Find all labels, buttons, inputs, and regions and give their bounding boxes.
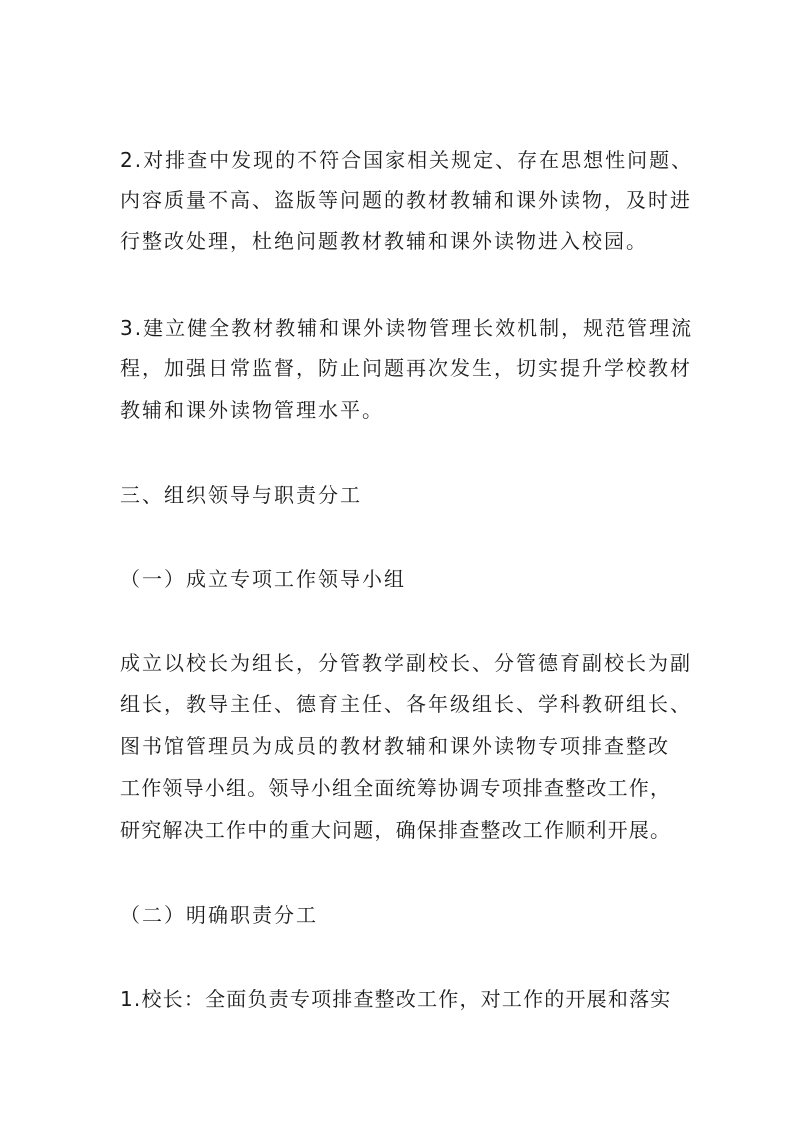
principal-duty-line-1: 1.校长：全面负责专项排查整改工作，对工作的开展和落实 (120, 987, 672, 1011)
leadership-group-line-1: 成立以校长为组长，分管教学副校长、分管德育副校长为副 (120, 651, 692, 675)
paragraph-2-line-1: 2.对排查中发现的不符合国家相关规定、存在思想性问题、 (120, 148, 694, 172)
paragraph-2-line-2: 内容质量不高、盗版等问题的教材教辅和课外读物，及时进 (120, 188, 692, 212)
paragraph-3-line-2: 程，加强日常监督，防止问题再次发生，切实提升学校教材 (120, 356, 692, 380)
leadership-group-line-5: 研究解决工作中的重大问题，确保排查整改工作顺利开展。 (120, 818, 672, 842)
leadership-group-line-3: 图书馆管理员为成员的教材教辅和课外读物专项排查整改 (120, 734, 670, 758)
section-3-heading: 三、组织领导与职责分工 (120, 483, 362, 507)
subsection-2-heading: （二）明确职责分工 (120, 903, 318, 927)
leadership-group-line-4: 工作领导小组。领导小组全面统筹协调专项排查整改工作， (120, 776, 672, 800)
paragraph-2-line-3: 行整改处理，杜绝问题教材教辅和课外读物进入校园。 (120, 229, 648, 253)
paragraph-3-line-3: 教辅和课外读物管理水平。 (120, 398, 384, 422)
subsection-1-heading: （一）成立专项工作领导小组 (120, 567, 406, 591)
paragraph-3-line-1: 3.建立健全教材教辅和课外读物管理长效机制，规范管理流 (120, 316, 694, 340)
leadership-group-line-2: 组长，教导主任、德育主任、各年级组长、学科教研组长、 (120, 692, 692, 716)
